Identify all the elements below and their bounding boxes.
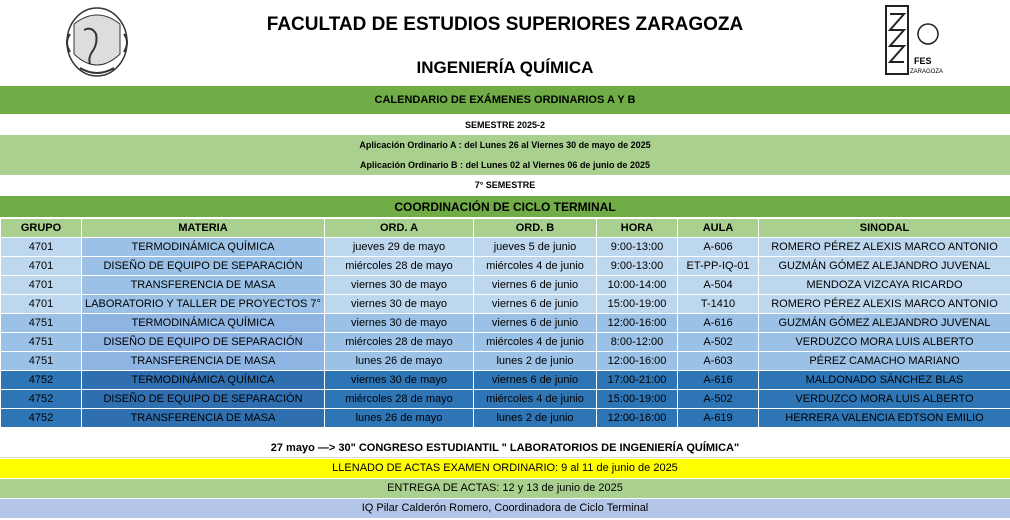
cell-grupo: 4752 <box>1 390 82 409</box>
cell-hora: 9:00-13:00 <box>597 238 678 257</box>
application-a: Aplicación Ordinario A : del Lunes 26 al Viernes 30 de mayo de 2025 <box>0 135 1010 155</box>
table-row <box>1 371 1010 390</box>
cell-ord-b: miércoles 4 de junio <box>474 333 597 352</box>
cell-ord-a: lunes 26 de mayo <box>325 409 474 428</box>
cell-ord-a: jueves 29 de mayo <box>325 238 474 257</box>
cell-ord-a: miércoles 28 de mayo <box>325 333 474 352</box>
exam-schedule-table <box>0 218 1010 428</box>
page-subtitle: INGENIERÍA QUÍMICA <box>416 58 594 77</box>
cell-hora: 17:00-21:00 <box>597 371 678 390</box>
table-row <box>1 409 1010 428</box>
table-row <box>1 257 1010 276</box>
cell-hora: 15:00-19:00 <box>597 390 678 409</box>
cell-ord-a: miércoles 28 de mayo <box>325 390 474 409</box>
cell-aula: A-616 <box>678 371 759 390</box>
cell-grupo: 4701 <box>1 238 82 257</box>
cell-ord-b: lunes 2 de junio <box>474 409 597 428</box>
cell-sinodal: MALDONADO SÁNCHEZ BLAS <box>759 371 1010 390</box>
cell-ord-b: viernes 6 de junio <box>474 276 597 295</box>
cell-hora: 12:00-16:00 <box>597 352 678 371</box>
semester-label: SEMESTRE 2025-2 <box>0 116 1010 134</box>
cell-ord-a: lunes 26 de mayo <box>325 352 474 371</box>
cell-grupo: 4751 <box>1 352 82 371</box>
cell-aula: A-616 <box>678 314 759 333</box>
congress-note: 27 mayo —> 30" CONGRESO ESTUDIANTIL " LABORATORIOS DE INGENIERÍA QUÍMICA" <box>0 438 1010 458</box>
table-row <box>1 295 1010 314</box>
svg-text:FES: FES <box>914 56 932 66</box>
cell-materia: TERMODINÁMICA QUÍMICA <box>82 238 325 257</box>
cell-sinodal: VERDUZCO MORA LUIS ALBERTO <box>759 390 1010 409</box>
header-hora: HORA <box>597 219 678 238</box>
header-grupo: GRUPO <box>1 219 82 238</box>
coordinator-signature: IQ Pilar Calderón Romero, Coordinadora de Ciclo Terminal <box>0 499 1010 518</box>
cell-hora: 8:00-12:00 <box>597 333 678 352</box>
header-aula: AULA <box>678 219 759 238</box>
cell-ord-a: viernes 30 de mayo <box>325 314 474 333</box>
cell-hora: 12:00-16:00 <box>597 409 678 428</box>
fes-zaragoza-logo <box>884 4 948 78</box>
cell-grupo: 4701 <box>1 276 82 295</box>
cell-grupo: 4752 <box>1 371 82 390</box>
cell-sinodal: GUZMÁN GÓMEZ ALEJANDRO JUVENAL <box>759 257 1010 276</box>
header-ord-a: ORD. A <box>325 219 474 238</box>
cell-grupo: 4751 <box>1 333 82 352</box>
svg-text:ZARAGOZA: ZARAGOZA <box>910 69 944 75</box>
cell-sinodal: MENDOZA VIZCAYA RICARDO <box>759 276 1010 295</box>
cell-materia: TRANSFERENCIA DE MASA <box>82 352 325 371</box>
cell-grupo: 4701 <box>1 295 82 314</box>
header-materia: MATERIA <box>82 219 325 238</box>
cell-materia: LABORATORIO Y TALLER DE PROYECTOS 7° <box>82 295 325 314</box>
cell-ord-a: viernes 30 de mayo <box>325 371 474 390</box>
cell-ord-b: miércoles 4 de junio <box>474 257 597 276</box>
cell-aula: A-504 <box>678 276 759 295</box>
cell-materia: DISEÑO DE EQUIPO DE SEPARACIÓN <box>82 257 325 276</box>
calendar-title: CALENDARIO DE EXÁMENES ORDINARIOS A Y B <box>0 86 1010 114</box>
cell-sinodal: ROMERO PÉREZ ALEXIS MARCO ANTONIO <box>759 238 1010 257</box>
cell-sinodal: ROMERO PÉREZ ALEXIS MARCO ANTONIO <box>759 295 1010 314</box>
header-sinodal: SINODAL <box>759 219 1010 238</box>
cell-materia: TERMODINÁMICA QUÍMICA <box>82 314 325 333</box>
cell-aula: A-502 <box>678 333 759 352</box>
cell-ord-b: viernes 6 de junio <box>474 314 597 333</box>
cell-sinodal: GUZMÁN GÓMEZ ALEJANDRO JUVENAL <box>759 314 1010 333</box>
cell-ord-b: viernes 6 de junio <box>474 295 597 314</box>
cell-grupo: 4701 <box>1 257 82 276</box>
table-row <box>1 390 1010 409</box>
cell-materia: TRANSFERENCIA DE MASA <box>82 409 325 428</box>
cell-materia: TRANSFERENCIA DE MASA <box>82 276 325 295</box>
cell-hora: 15:00-19:00 <box>597 295 678 314</box>
table-header-row <box>1 219 1010 238</box>
cell-hora: 12:00-16:00 <box>597 314 678 333</box>
cell-hora: 10:00-14:00 <box>597 276 678 295</box>
cell-ord-b: lunes 2 de junio <box>474 352 597 371</box>
header-ord-b: ORD. B <box>474 219 597 238</box>
cell-ord-b: jueves 5 de junio <box>474 238 597 257</box>
page-title: FACULTAD DE ESTUDIOS SUPERIORES ZARAGOZA <box>266 14 744 35</box>
document-header <box>0 0 1010 84</box>
table-row <box>1 314 1010 333</box>
cell-aula: T-1410 <box>678 295 759 314</box>
cell-grupo: 4751 <box>1 314 82 333</box>
cell-grupo: 4752 <box>1 409 82 428</box>
semester-level: 7° SEMESTRE <box>0 176 1010 194</box>
table-row <box>1 333 1010 352</box>
cell-ord-b: miércoles 4 de junio <box>474 390 597 409</box>
cell-aula: A-606 <box>678 238 759 257</box>
table-row <box>1 352 1010 371</box>
cell-sinodal: HERRERA VALENCIA EDTSON EMILIO <box>759 409 1010 428</box>
cell-aula: A-619 <box>678 409 759 428</box>
cell-ord-a: miércoles 28 de mayo <box>325 257 474 276</box>
cell-hora: 9:00-13:00 <box>597 257 678 276</box>
cell-sinodal: PÉREZ CAMACHO MARIANO <box>759 352 1010 371</box>
cell-aula: A-502 <box>678 390 759 409</box>
cell-ord-b: viernes 6 de junio <box>474 371 597 390</box>
cell-ord-a: viernes 30 de mayo <box>325 276 474 295</box>
cell-materia: TERMODINÁMICA QUÍMICA <box>82 371 325 390</box>
cell-sinodal: VERDUZCO MORA LUIS ALBERTO <box>759 333 1010 352</box>
table-row <box>1 238 1010 257</box>
cell-aula: A-603 <box>678 352 759 371</box>
cell-materia: DISEÑO DE EQUIPO DE SEPARACIÓN <box>82 390 325 409</box>
application-b: Aplicación Ordinario B : del Lunes 02 al Viernes 06 de junio de 2025 <box>0 155 1010 175</box>
actas-delivery-note: ENTREGA DE ACTAS: 12 y 13 de junio de 2025 <box>0 479 1010 498</box>
cell-aula: ET-PP-IQ-01 <box>678 257 759 276</box>
actas-fill-note: LLENADO DE ACTAS EXAMEN ORDINARIO: 9 al 11 de junio de 2025 <box>0 459 1010 478</box>
coordination-title: COORDINACIÓN DE CICLO TERMINAL <box>0 195 1010 217</box>
cell-ord-a: viernes 30 de mayo <box>325 295 474 314</box>
table-row <box>1 276 1010 295</box>
cell-materia: DISEÑO DE EQUIPO DE SEPARACIÓN <box>82 333 325 352</box>
